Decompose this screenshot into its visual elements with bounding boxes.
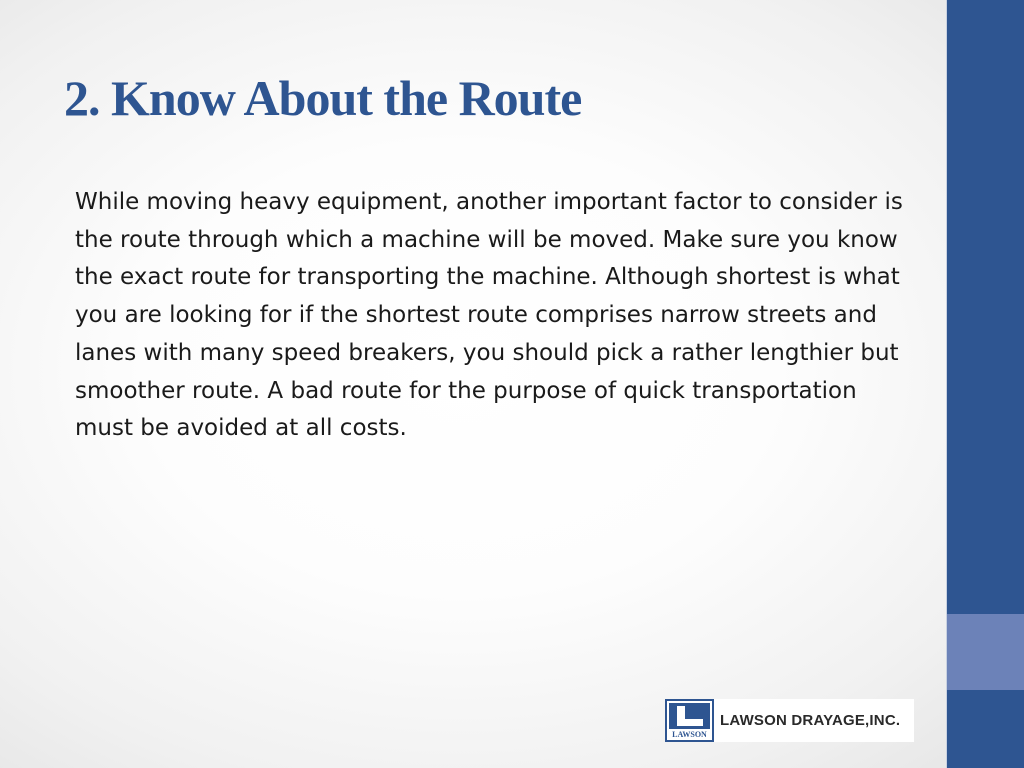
logo-mark-text: LAWSON — [672, 730, 707, 739]
side-accent-block — [947, 614, 1024, 690]
slide-body-text: While moving heavy equipment, another important factor to consider is the route through which a machine will be moved. Make sure you know the exact route for transporting the machine. Although shortest is what you are looking for if the shortest route comprises narrow streets and lanes with many speed breakers, you should pick a rather lengthier but smoother route. A bad route for the purpose of quick transportation must be avoided at all costs. — [75, 189, 903, 442]
lawson-logo-icon — [665, 699, 714, 742]
slide-title: 2. Know About the Route — [64, 70, 582, 126]
company-name: LAWSON DRAYAGE,INC. — [720, 712, 901, 729]
company-logo — [665, 699, 914, 742]
